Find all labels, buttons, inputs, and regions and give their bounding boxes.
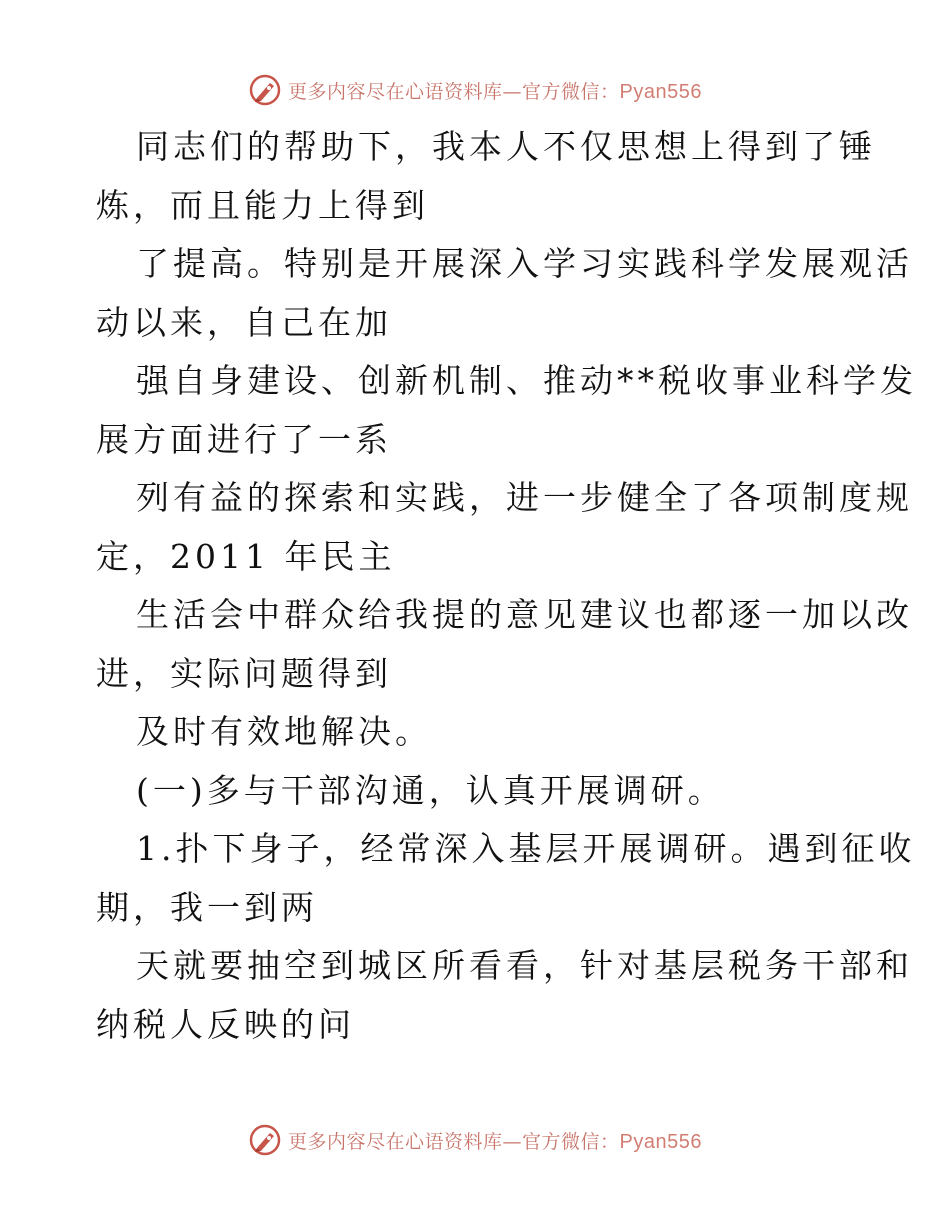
document-body	[96, 118, 917, 1054]
text-line: 展方面进行了一系	[96, 419, 392, 459]
watermark-group	[248, 1123, 702, 1157]
watermark-text: 更多内容尽在心语资料库—官方微信：Pyan556	[288, 80, 702, 103]
pen-logo-icon	[248, 1123, 282, 1157]
text-line: 天就要抽空到城区所看看，针对基层税务干部和	[136, 946, 913, 985]
text-line: 及时有效地解决。	[136, 712, 432, 751]
header-watermark	[0, 70, 950, 110]
text-line: 1.扑下身子，经常深入基层开展调研。遇到征收	[136, 829, 916, 868]
text-line: 炼，而且能力上得到	[96, 185, 429, 225]
text-line: 纳税人反映的问	[96, 1004, 355, 1044]
watermark-text: 更多内容尽在心语资料库—官方微信：Pyan556	[288, 1130, 702, 1153]
text-line: 生活会中群众给我提的意见建议也都逐一加以改	[136, 595, 913, 634]
text-line: 期，我一到两	[96, 887, 318, 927]
watermark-group	[248, 73, 702, 107]
pen-logo-icon	[248, 73, 282, 107]
text-line: 动以来，自己在加	[96, 302, 392, 342]
section-heading: (一)多与干部沟通，认真开展调研。	[136, 770, 725, 810]
text-line: 了提高。特别是开展深入学习实践科学发展观活	[136, 244, 913, 283]
footer-watermark	[0, 1120, 950, 1160]
text-line: 同志们的帮助下，我本人不仅思想上得到了锤	[136, 127, 876, 166]
text-line: 列有益的探索和实践，进一步健全了各项制度规	[136, 478, 913, 517]
text-line: 定，2011 年民主	[96, 536, 396, 576]
text-line: 进，实际问题得到	[96, 653, 392, 693]
text-line: 强自身建设、创新机制、推动**税收事业科学发	[136, 361, 917, 400]
